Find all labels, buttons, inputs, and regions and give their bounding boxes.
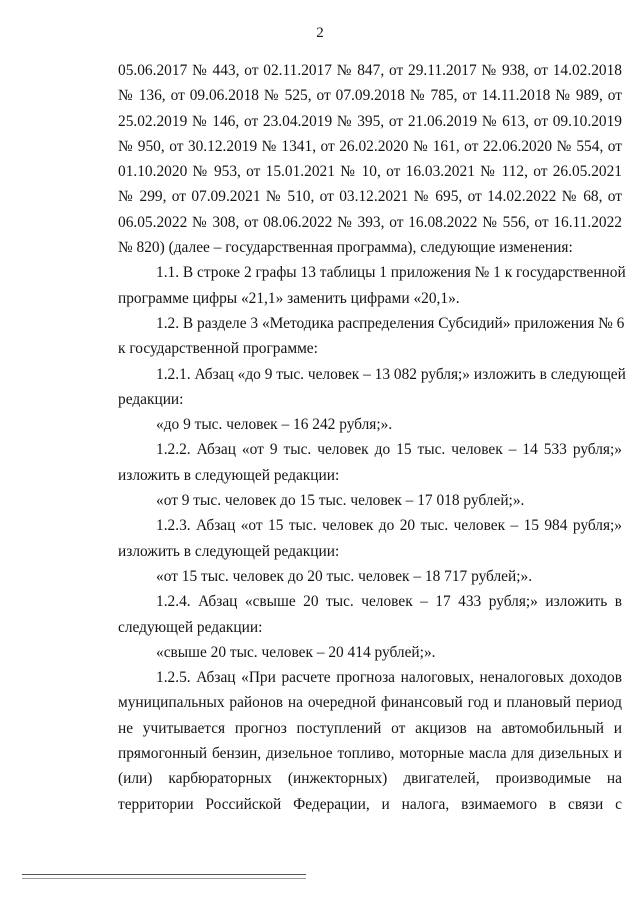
text-line: № 136, от 09.06.2018 № 525, от 07.09.2018 № 785, от 14.11.2018 № 989, от [118, 87, 622, 105]
text-line: прямогонный бензин, дизельное топливо, моторные масла для дизельных и [118, 745, 622, 763]
quoted-new-text: «от 9 тыс. человек до 15 тыс. человек – 17 018 рублей;». [156, 492, 525, 510]
text-line: к государственной программе: [118, 340, 318, 358]
text-line: (или) карбюраторных (инжекторных) двигателей, производимые на [118, 770, 622, 788]
text-line: 06.05.2022 № 308, от 08.06.2022 № 393, от 16.08.2022 № 556, от 16.11.2022 [118, 213, 622, 231]
text-line: территории Российской Федерации, и налога, взимаемого в связи с [118, 795, 622, 813]
text-line: 05.06.2017 № 443, от 02.11.2017 № 847, от 29.11.2017 № 938, от 14.02.2018 [118, 62, 622, 79]
document-body [118, 58, 626, 817]
paragraph-1-2-1-start: 1.2.1. Абзац «до 9 тыс. человек – 13 082 рубля;» изложить в следующей [156, 365, 626, 383]
quoted-new-text: «до 9 тыс. человек – 16 242 рубля;». [156, 416, 393, 434]
text-line: № 299, от 07.09.2021 № 510, от 03.12.2021 № 695, от 14.02.2022 № 68, от [118, 188, 622, 206]
text-line: изложить в следующей редакции: [118, 466, 340, 484]
paragraph-1-2-4-start: 1.2.4. Абзац «свыше 20 тыс. человек – 17 433 рубля;» изложить в [156, 593, 622, 611]
paragraph-1-2-5-start: 1.2.5. Абзац «При расчете прогноза налоговых, неналоговых доходов [156, 669, 622, 687]
paragraph-1-1-start: 1.1. В строке 2 графы 13 таблицы 1 приложения № 1 к государственной [156, 264, 626, 282]
paragraph-1-2-3-start: 1.2.3. Абзац «от 15 тыс. человек до 20 тыс. человек – 15 984 рубля;» [156, 517, 622, 535]
text-line: 25.02.2019 № 146, от 23.04.2019 № 395, от 21.06.2019 № 613, от 09.10.2019 [118, 112, 622, 130]
scan-edge-line [22, 878, 306, 879]
text-line: изложить в следующей редакции: [118, 542, 340, 560]
text-line: № 820) (далее – государственная программа), следующие изменения: [118, 239, 573, 257]
text-line: не учитывается прогноз поступлений от акцизов на автомобильный и [118, 719, 622, 737]
quoted-new-text: «свыше 20 тыс. человек – 20 414 рублей;». [156, 643, 436, 661]
scan-edge-line [22, 874, 306, 875]
text-line: следующей редакции: [118, 618, 263, 636]
quoted-new-text: «от 15 тыс. человек до 20 тыс. человек – 18 717 рублей;». [156, 567, 533, 585]
text-line: редакции: [118, 390, 184, 408]
text-line: муниципальных районов на очередной финансовый год и плановый период [118, 694, 622, 712]
text-line: 01.10.2020 № 953, от 15.01.2021 № 10, от 16.03.2021 № 112, от 26.05.2021 [118, 163, 622, 181]
paragraph-1-2-2-start: 1.2.2. Абзац «от 9 тыс. человек до 15 тыс. человек – 14 533 рубля;» [156, 441, 622, 459]
page-number: 2 [316, 25, 324, 41]
paragraph-1-2-start: 1.2. В разделе 3 «Методика распределения Субсидий» приложения № 6 [156, 314, 625, 332]
text-line: программе цифры «21,1» заменить цифрами «20,1». [118, 289, 460, 307]
text-line: № 950, от 30.12.2019 № 1341, от 26.02.2020 № 161, от 22.06.2020 № 554, от [118, 137, 622, 155]
